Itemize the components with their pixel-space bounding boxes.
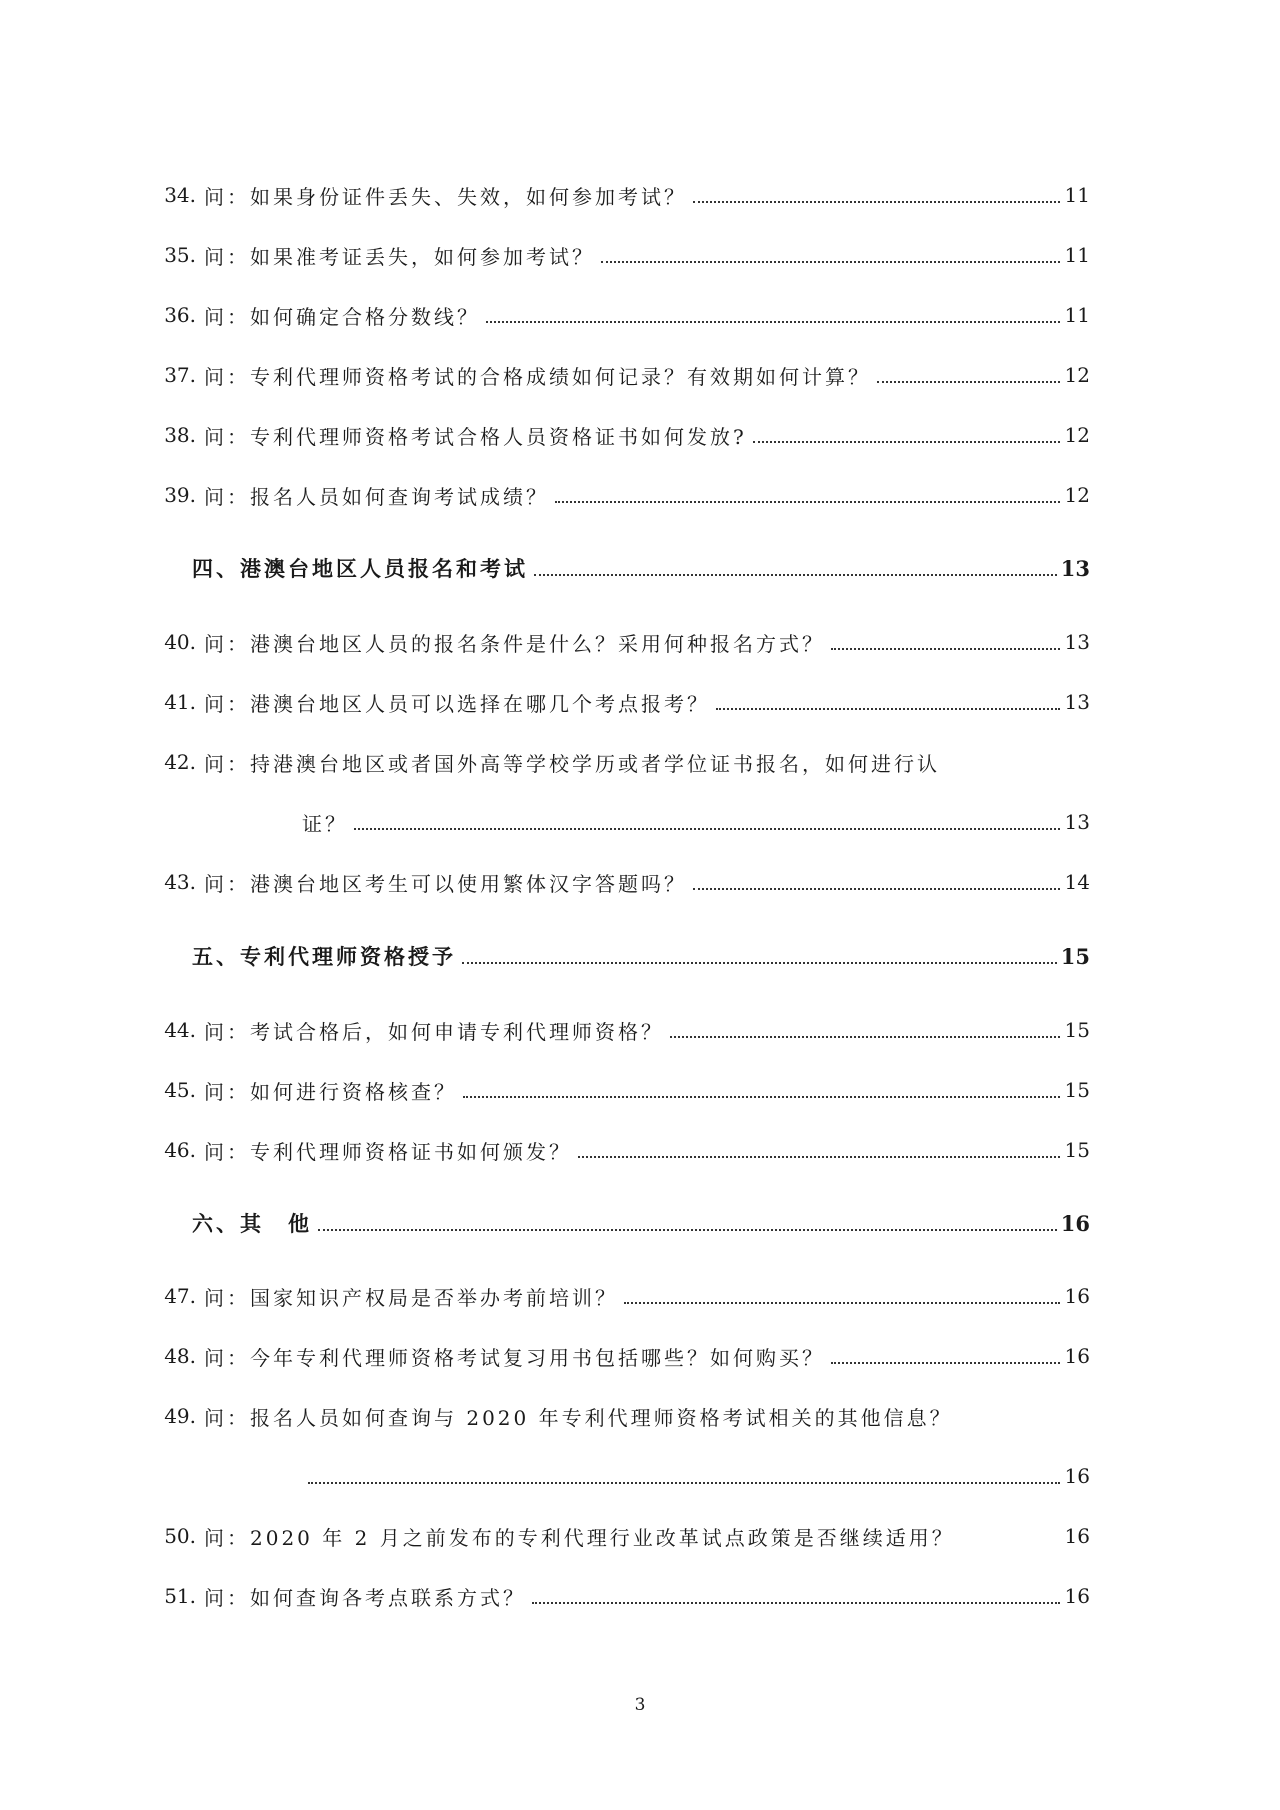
- dot-leader: [318, 1229, 1057, 1231]
- dot-leader: [670, 1036, 1060, 1038]
- toc-entry[interactable]: [120, 355, 1090, 395]
- toc-entry[interactable]: [120, 175, 1090, 215]
- page-number: 3: [634, 1695, 646, 1715]
- page-ref: 15: [1064, 1078, 1090, 1102]
- question-marker: 问：: [204, 424, 250, 449]
- question-marker: 问：: [204, 484, 250, 509]
- question-marker: 问：: [204, 1405, 250, 1430]
- question-marker: 问：: [204, 1139, 250, 1164]
- page-ref: 15: [1064, 1018, 1090, 1042]
- page-ref: 15: [1064, 1138, 1090, 1162]
- dot-leader: [463, 1096, 1060, 1098]
- dot-leader: [462, 962, 1057, 964]
- dot-leader: [534, 574, 1057, 576]
- question-marker: 问：: [204, 304, 250, 329]
- toc-entry[interactable]: [120, 415, 1090, 455]
- question-marker: 问：: [204, 1019, 250, 1044]
- dot-leader: [877, 381, 1060, 383]
- entry-title: 报名人员如何查询考试成绩？: [250, 484, 549, 509]
- page-ref: 11: [1064, 303, 1090, 327]
- entry-title: 如果身份证件丢失、失效，如何参加考试？: [250, 184, 687, 209]
- page-ref: 13: [1064, 630, 1090, 654]
- entry-number: 44.: [164, 1018, 196, 1042]
- page-ref: 16: [1060, 1210, 1090, 1236]
- page-ref: 13: [1064, 690, 1090, 714]
- entry-title: 如何进行资格核查？: [250, 1079, 457, 1104]
- toc-entry[interactable]: [120, 1396, 1090, 1436]
- entry-number: 36.: [164, 303, 196, 327]
- toc-entry[interactable]: [120, 1070, 1090, 1110]
- page-ref: 15: [1060, 943, 1090, 969]
- dot-leader: [716, 708, 1060, 710]
- entry-number: 51.: [164, 1584, 196, 1608]
- dot-leader: [601, 261, 1060, 263]
- question-marker: 问：: [204, 691, 250, 716]
- toc-entry[interactable]: [120, 742, 1090, 782]
- toc-entry[interactable]: [120, 1336, 1090, 1376]
- entry-title: 专利代理师资格证书如何颁发？: [250, 1139, 572, 1164]
- entry-number: 34.: [164, 183, 196, 207]
- entry-title: 持港澳台地区或者国外高等学校学历或者学位证书报名，如何进行认: [250, 751, 940, 776]
- entry-title: 如何确定合格分数线？: [250, 304, 480, 329]
- toc-section-heading[interactable]: [192, 1203, 1090, 1243]
- page-ref: 14: [1064, 870, 1090, 894]
- entry-title-continuation: 证？: [302, 811, 348, 836]
- entry-title: 港澳台地区人员的报名条件是什么？采用何种报名方式？: [250, 631, 825, 656]
- entry-number: 39.: [164, 483, 196, 507]
- entry-title: 如何查询各考点联系方式？: [250, 1585, 526, 1610]
- entry-number: 49.: [164, 1404, 196, 1428]
- page-ref: 16: [1064, 1284, 1090, 1308]
- dot-leader: [753, 441, 1060, 443]
- question-marker: 问：: [204, 751, 250, 776]
- page-ref: 12: [1064, 363, 1090, 387]
- entry-number: 46.: [164, 1138, 196, 1162]
- entry-number: 42.: [164, 750, 196, 774]
- dot-leader: [532, 1602, 1060, 1604]
- question-marker: 问：: [204, 1285, 250, 1310]
- question-marker: 问：: [204, 1345, 250, 1370]
- entry-title: 港澳台地区人员可以选择在哪几个考点报考？: [250, 691, 710, 716]
- page-ref: 11: [1064, 243, 1090, 267]
- toc-entry-continuation[interactable]: [302, 1456, 1090, 1496]
- entry-title: 专利代理师资格考试合格人员资格证书如何发放?: [250, 424, 747, 449]
- entry-number: 45.: [164, 1078, 196, 1102]
- entry-title: 报名人员如何查询与 2020 年专利代理师资格考试相关的其他信息？: [250, 1405, 953, 1430]
- entry-number: 48.: [164, 1344, 196, 1368]
- entry-title: 专利代理师资格考试的合格成绩如何记录？有效期如何计算？: [250, 364, 871, 389]
- toc-entry[interactable]: [120, 475, 1090, 515]
- page-ref: 11: [1064, 183, 1090, 207]
- dot-leader: [693, 888, 1060, 890]
- dot-leader: [693, 201, 1060, 203]
- question-marker: 问：: [204, 871, 250, 896]
- entry-title: 考试合格后，如何申请专利代理师资格？: [250, 1019, 664, 1044]
- question-marker: 问：: [204, 1525, 250, 1550]
- entry-number: 47.: [164, 1284, 196, 1308]
- entry-number: 35.: [164, 243, 196, 267]
- toc-entry-continuation[interactable]: [302, 802, 1090, 842]
- entry-number: 50.: [164, 1524, 196, 1548]
- question-marker: 问：: [204, 184, 250, 209]
- page-ref: 13: [1064, 810, 1090, 834]
- toc-entry[interactable]: [120, 622, 1090, 662]
- page-ref: 16: [1064, 1524, 1090, 1548]
- page-ref: 16: [1064, 1584, 1090, 1608]
- entry-title: 2020 年 2 月之前发布的专利代理行业改革试点政策是否继续适用？: [250, 1525, 955, 1550]
- question-marker: 问：: [204, 1079, 250, 1104]
- section-title: 六、其 他: [192, 1211, 312, 1236]
- question-marker: 问：: [204, 1585, 250, 1610]
- dot-leader: [578, 1156, 1060, 1158]
- entry-title: 国家知识产权局是否举办考前培训？: [250, 1285, 618, 1310]
- question-marker: 问：: [204, 364, 250, 389]
- entry-title: 港澳台地区考生可以使用繁体汉字答题吗？: [250, 871, 687, 896]
- question-marker: 问：: [204, 244, 250, 269]
- toc-section-heading[interactable]: [192, 548, 1090, 588]
- toc-entry[interactable]: [120, 1276, 1090, 1316]
- page-ref: 16: [1064, 1464, 1090, 1488]
- entry-title: 今年专利代理师资格考试复习用书包括哪些？如何购买？: [250, 1345, 825, 1370]
- page-ref: 12: [1064, 483, 1090, 507]
- dot-leader: [624, 1302, 1060, 1304]
- question-marker: 问：: [204, 631, 250, 656]
- entry-title: 如果准考证丢失，如何参加考试？: [250, 244, 595, 269]
- toc-entry[interactable]: [120, 1576, 1090, 1616]
- section-title: 四、港澳台地区人员报名和考试: [192, 556, 528, 581]
- dot-leader: [555, 501, 1060, 503]
- entry-number: 38.: [164, 423, 196, 447]
- page-ref: 16: [1064, 1344, 1090, 1368]
- dot-leader: [831, 1362, 1060, 1364]
- dot-leader: [831, 648, 1060, 650]
- toc-entry[interactable]: [120, 682, 1090, 722]
- entry-number: 41.: [164, 690, 196, 714]
- dot-leader: [354, 828, 1060, 830]
- toc-entry[interactable]: [120, 862, 1090, 902]
- page-ref: 13: [1060, 555, 1090, 581]
- dot-leader: [486, 321, 1060, 323]
- entry-number: 43.: [164, 870, 196, 894]
- toc-entry[interactable]: [120, 1010, 1090, 1050]
- toc-section-heading[interactable]: [192, 936, 1090, 976]
- entry-number: 37.: [164, 363, 196, 387]
- toc-entry[interactable]: [120, 1516, 1090, 1556]
- toc-entry[interactable]: [120, 295, 1090, 335]
- entry-number: 40.: [164, 630, 196, 654]
- toc-entry[interactable]: [120, 235, 1090, 275]
- dot-leader: [308, 1482, 1060, 1484]
- section-title: 五、专利代理师资格授予: [192, 944, 456, 969]
- toc-entry[interactable]: [120, 1130, 1090, 1170]
- page-ref: 12: [1064, 423, 1090, 447]
